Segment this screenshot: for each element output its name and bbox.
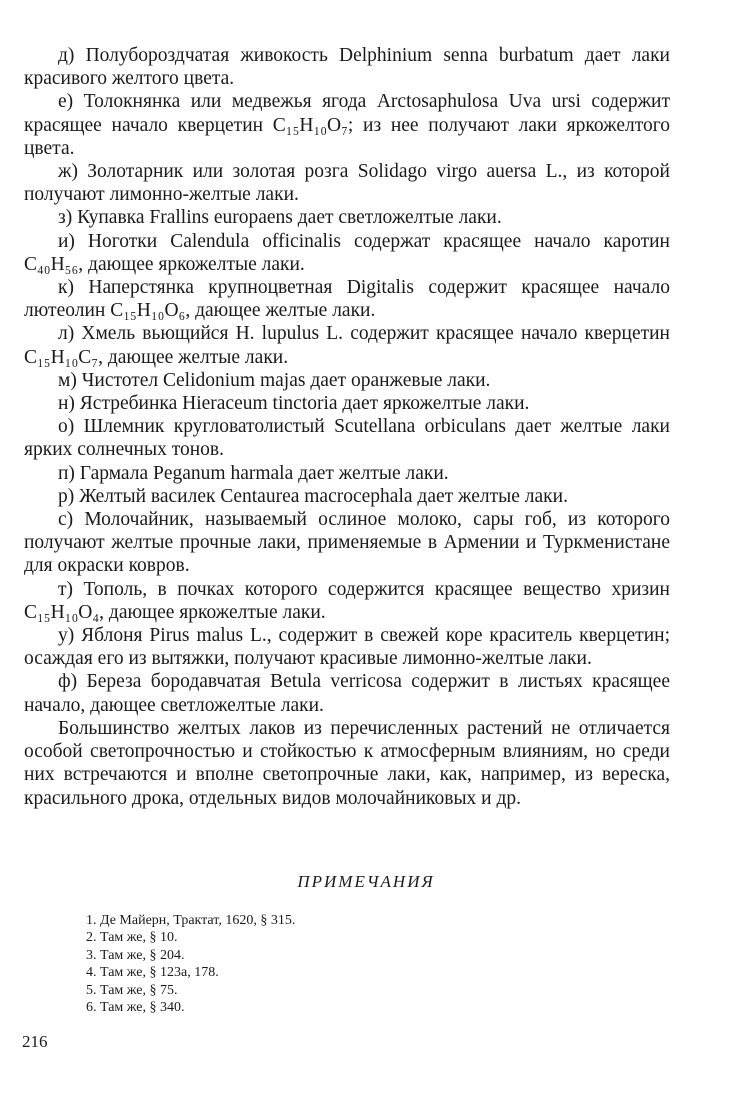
page-number: 216 (22, 1032, 48, 1051)
paragraph-l: л) Хмель вьющийся H. lupulus L. содержит красящее начало кверцетин C₁₅H₁₀C₇, дающее желтые лаки. (24, 323, 670, 368)
paragraph-s: с) Молочайник, называемый ослиное молоко, сары гоб, из которого получают желтые прочные лаки, применяемые в Армении и Туркменистане для окраски ковров. (24, 509, 670, 577)
paragraph-f: ф) Береза бородавчатая Betula verricosa содержит в листьях красящее начало, дающее светложелтые лаки. (24, 671, 670, 716)
paragraph-m: м) Чистотел Celidonium majas дает оранжевые лаки. (58, 369, 491, 391)
paragraph-i: и) Ноготки Calendula officinalis содержат красящее начало каротин C₄₀H₅₆, дающее яркожелтые лаки. (24, 230, 670, 275)
note-item: 2. Там же, § 10. (86, 930, 178, 946)
paragraph-u: у) Яблоня Pirus malus L., содержит в свежей коре краситель кверцетин; осаждая его из вытяжки, получают красивые лимонно-желтые лаки. (24, 625, 670, 670)
notes-title: ПРИМЕЧАНИЯ (297, 872, 435, 891)
note-item: 6. Там же, § 340. (86, 1000, 185, 1016)
paragraph-z: з) Купавка Frallins europaens дает светложелтые лаки. (58, 207, 502, 229)
note-item: 3. Там же, § 204. (86, 947, 185, 963)
paragraph-n: н) Ястребинка Hieraceum tinctoria дает яркожелтые лаки. (58, 393, 530, 415)
paragraph-d: д) Полубороздчатая живокость Delphinium senna burbatum дает лаки красивого желтого цвета. (24, 45, 670, 90)
note-item: 1. Де Майерн, Трактат, 1620, § 315. (86, 913, 296, 928)
paragraph-k: к) Наперстянка крупноцветная Digitalis содержит красящее начало лютеолин C₁₅H₁₀O₆, дающее желтые лаки. (24, 277, 670, 322)
paragraph-p: п) Гармала Peganum harmala дает желтые лаки. (58, 462, 449, 484)
paragraph-zh: ж) Золотарник или золотая розга Solidago virgo auersa L., из которой получают лимонно-желтые лаки. (24, 161, 670, 206)
paragraph-summary: Большинство желтых лаков из перечисленных растений не отличается особой светопрочностью и стойкостью к атмосферным влияниям, но среди них встречаются и вполне светопрочные лаки, как, например, из вереска, красильного дрока, отдельных видов молочайниковых и др. (24, 717, 670, 809)
main-text (24, 44, 670, 810)
note-item: 4. Там же, § 123а, 178. (86, 965, 219, 981)
paragraph-r: р) Желтый василек Centaurea macrocephala дает желтые лаки. (58, 485, 568, 507)
note-item: 5. Там же, § 75. (86, 982, 178, 998)
notes-list (86, 912, 295, 1016)
paragraph-t: т) Тополь, в почках которого содержится красящее вещество хризин C₁₅H₁₀O₄, дающее яркожелтые лаки. (24, 578, 670, 623)
paragraph-e: е) Толокнянка или медвежья ягода Arctosaphulosa Uva ursi содержит красящее начало кверцетин C₁₅H₁₀O₇; из нее получают лаки яркожелтого цвета. (24, 91, 670, 159)
paragraph-o: о) Шлемник кругловатолистый Scutellana orbiculans дает желтые лаки ярких солнечных тонов. (24, 416, 670, 461)
